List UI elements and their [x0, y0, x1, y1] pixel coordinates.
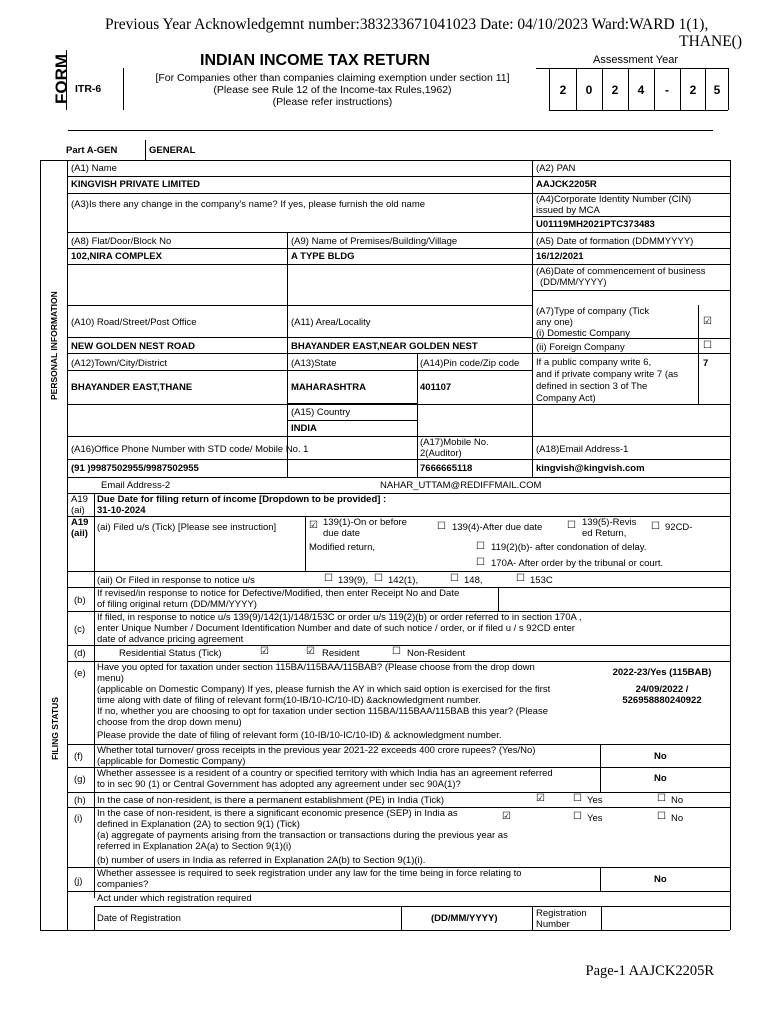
a9-label: (A9) Name of Premises/Building/Village [291, 236, 458, 247]
filing-status-side-label: FILING STATUS [50, 697, 60, 760]
residential-status-label: Residential Status (Tick) [119, 648, 222, 659]
town-value: BHAYANDER EAST,THANE [71, 382, 193, 393]
row-e-text: If no, whether you are choosing to opt for taxation under section 115BA/115BAA/115BAB this year? (Please [97, 706, 548, 717]
row-f-text: (applicable for Domestic Company) [97, 756, 246, 767]
form-vertical-label: FORM [52, 53, 71, 104]
notice-label: (aii) Or Filed in response to notice u/s [97, 575, 255, 586]
row-e-text: Have you opted for taxation under section 115BA/115BAA/115BAB? (Please choose from the drop down [97, 662, 535, 673]
title-subtitle-1: [For Companies other than companies claiming exemption under section 11] [155, 72, 510, 84]
a5-label: (A5) Date of formation (DDMMYYYY) [536, 236, 694, 247]
row-i-text: (b) number of users in India as referred in Explanation 2A(b) to Section 9(1)(i). [97, 855, 426, 866]
row-j-code: (j) [74, 876, 83, 887]
ay-digit: 0 [585, 83, 593, 97]
phone-value: (91 )9987502955/9987502955 [71, 463, 199, 474]
road-value: NEW GOLDEN NEST ROAD [71, 341, 196, 352]
a18-label: (A18)Email Address-1 [536, 444, 629, 455]
company-name-value: KINGVISH PRIVATE LIMITED [71, 179, 200, 190]
cin-value: U01119MH2021PTC373483 [536, 219, 655, 230]
modified-return-text: Modified return, [309, 542, 376, 553]
agreement-answer-value: No [654, 773, 667, 784]
notice-153c-option: 153C [530, 575, 553, 586]
a7-label-1: (A7)Type of company (Tick [536, 306, 650, 317]
public-company-text: defined in section 3 of The [536, 381, 648, 392]
part-code: Part A-GEN [66, 145, 118, 156]
row-h-text: In the case of non-resident, is there a permanent establishment (PE) in India (Tick) [97, 795, 445, 806]
row-c-text: If filed, in response to notice u/s 139(9)/142(1)/148/153C or order u/s 119(2)(b) or order referred to in section 170A , [97, 612, 582, 623]
registration-number-label: Number [536, 919, 570, 930]
sep-yes-option: Yes [587, 813, 603, 824]
registration-answer-value: No [654, 874, 667, 885]
filed-170a-option: 170A- After order by the tribunal or court. [491, 558, 664, 569]
country-value: INDIA [291, 423, 317, 434]
row-b-code: (b) [74, 595, 86, 606]
email-1-value: kingvish@kingvish.com [536, 463, 645, 474]
filed-139-5-checkbox[interactable]: ☐ [567, 520, 576, 531]
personal-information-side-label: PERSONAL INFORMATION [49, 291, 59, 400]
row-g-code: (g) [74, 774, 86, 785]
row-i-code: (i) [74, 813, 83, 824]
a4-label-1: (A4)Corporate Identity Number (CIN) [536, 194, 692, 205]
row-g-text: to in sec 90 (1) or Central Government has adopted any agreement under sec 90A(1)? [97, 779, 461, 790]
a2-label: (A2) PAN [536, 163, 576, 174]
pe-no-checkbox[interactable]: ☐ [657, 793, 666, 804]
title-subtitle-2: (Please see Rule 12 of the Income-tax Rules,1962) [213, 84, 452, 96]
pe-no-option: No [671, 795, 684, 806]
ay-digit: 5 [713, 83, 721, 97]
form-filing-date-value: 24/09/2022 / [635, 684, 689, 695]
ay-digit: 2 [611, 83, 619, 97]
filed-139-1-option-cont: due date [323, 528, 360, 539]
row-e-text: menu) [97, 673, 124, 684]
pe-yes-option: Yes [587, 795, 603, 806]
a4-label-2: issued by MCA [536, 205, 600, 216]
filed-139-1-option: 139(1)-On or before [323, 517, 407, 528]
filed-139-4-option: 139(4)-After due date [452, 522, 543, 533]
row-e-code: (e) [74, 668, 86, 679]
a6-label-2: (DD/MM/YYYY) [540, 277, 607, 288]
ay-digit: 4 [637, 83, 645, 97]
a11-label: (A11) Area/Locality [291, 317, 371, 328]
email-2-label: Email Address-2 [101, 480, 171, 491]
a17-label-2: 2(Auditor) [420, 448, 462, 459]
a10-label: (A10) Road/Street/Post Office [71, 317, 197, 328]
act-label: Act under which registration required [97, 893, 252, 904]
notice-142-1-option: 142(1), [388, 575, 419, 586]
row-i-text: defined in Explanation (2A) to section 9(1) (Tick) [97, 819, 300, 830]
filed-119-option: 119(2)(b)- after condonation of delay. [491, 542, 647, 553]
a12-label: (A12)Town/City/District [71, 358, 168, 369]
row-b-text: If revised/in response to notice for Defective/Modified, then enter Receipt No and Date [97, 588, 460, 599]
a19-ai-code: A19 [71, 494, 88, 505]
row-i-text: referred in Explanation 2A(a) to Section 9(1)(i) [97, 841, 292, 852]
public-company-text: Company Act) [536, 393, 596, 404]
filed-139-1-checkbox-checked[interactable]: ☑ [309, 520, 318, 531]
filed-119-checkbox[interactable]: ☐ [476, 541, 485, 552]
foreign-company-option: (ii) Foreign Company [536, 342, 625, 353]
notice-153c-checkbox[interactable]: ☐ [516, 573, 525, 584]
company-type-value: 7 [703, 358, 709, 369]
formation-date-value: 16/12/2021 [536, 251, 584, 262]
domestic-company-option: (i) Domestic Company [536, 328, 630, 339]
row-h-code: (h) [74, 795, 86, 806]
row-j-text: companies? [97, 879, 149, 890]
row-f-text: Whether total turnover/ gross receipts in the previous year 2021-22 exceeds 400 crore rupees? (Yes/No) [97, 745, 536, 756]
a7-label-2: any one) [536, 317, 573, 328]
email-2-value: NAHAR_UTTAM@REDIFFMAIL.COM [380, 480, 542, 491]
a13-label: (A13)State [291, 358, 337, 369]
row-d-code: (d) [74, 648, 86, 659]
flat-value: 102,NIRA COMPLEX [71, 251, 162, 262]
ay-digit: 2 [559, 83, 567, 97]
foreign-company-checkbox[interactable]: ☐ [703, 340, 712, 351]
date-format-label: (DD/MM/YYYY) [431, 913, 498, 924]
row-c-code: (c) [74, 624, 86, 635]
filed-139-4-checkbox[interactable]: ☐ [437, 521, 446, 532]
acknowledgement-line-1: Previous Year Acknowledgemnt number:383233671041023 Date: 04/10/2023 Ward:WARD 1(1), [105, 16, 709, 33]
row-e-text: choose from the drop down menu) [97, 717, 242, 728]
filed-139-5-option-cont: ed Return, [582, 528, 627, 539]
a6-label-1: (A6)Date of commencement of business [536, 266, 706, 277]
state-value: MAHARASHTRA [291, 382, 366, 393]
acknowledgment-number-value: 526958880240922 [622, 695, 702, 706]
notice-142-1-checkbox[interactable]: ☐ [374, 573, 383, 584]
row-c-text: date of advance pricing agreement [97, 634, 244, 645]
non-resident-option: Non-Resident [407, 648, 466, 659]
notice-139-9-checkbox[interactable]: ☐ [324, 573, 333, 584]
a8-label: (A8) Flat/Door/Block No [71, 236, 172, 247]
sep-no-option: No [671, 813, 684, 824]
resident-option: Resident [322, 648, 360, 659]
notice-139-9-option: 139(9), [338, 575, 369, 586]
filed-170a-checkbox[interactable]: ☐ [476, 557, 485, 568]
pan-value: AAJCK2205R [536, 179, 597, 190]
public-company-text: and if private company write 7 (as [536, 369, 679, 380]
row-e-text: (applicable on Domestic Company) If yes, please furnish the AY in which said option is exercised for the first [97, 684, 551, 695]
a17-label-1: (A17)Mobile No. [420, 437, 489, 448]
domestic-company-checkbox-checked[interactable]: ☑ [703, 316, 712, 327]
row-c-text: enter Unique Number / Document Identification Number and date of such notice / order, or if filed u / s 92CD enter [97, 623, 575, 634]
assessment-year-label: Assessment Year [593, 54, 678, 66]
public-company-text: If a public company write 6, [536, 357, 652, 368]
row-j-text: Whether assessee is required to seek registration under any law for the time being in force relating to [97, 868, 522, 879]
sep-no-checkbox[interactable]: ☐ [657, 811, 666, 822]
sep-checkbox-checked[interactable]: ☑ [502, 811, 511, 822]
row-i-text: (a) aggregate of payments arising from the transaction or transactions during the previous year as [97, 830, 508, 841]
pe-yes-checkbox[interactable]: ☐ [573, 793, 582, 804]
row-g-text: Whether assessee is a resident of a country or specified territory with which India has an agreement referred [97, 768, 553, 779]
notice-148-checkbox[interactable]: ☐ [450, 573, 459, 584]
ay-dash: - [665, 83, 669, 97]
a19-ai-code: (ai) [71, 505, 85, 516]
filed-92cd-option: 92CD- [665, 522, 693, 533]
page-footer: Page-1 AAJCK2205R [585, 963, 714, 979]
mobile-value: 7666665118 [420, 463, 473, 474]
sep-yes-checkbox[interactable]: ☐ [573, 811, 582, 822]
filed-under-label: (ai) Filed u/s (Tick) [Please see instruction] [97, 522, 277, 533]
non-resident-checkbox[interactable]: ☐ [392, 646, 401, 657]
row-b-text: of filing original return (DD/MM/YYYY) [97, 599, 257, 610]
resident-checkbox-checked[interactable]: ☑ [306, 646, 315, 657]
due-date-label: Due Date for filing return of income [Dropdown to be provided] : [97, 494, 387, 505]
part-name: GENERAL [149, 145, 196, 156]
premises-value: A TYPE BLDG [291, 251, 355, 262]
a14-label: (A14)Pin code/Zip code [420, 358, 520, 369]
title-subtitle-3: (Please refer instructions) [272, 96, 393, 108]
pincode-value: 401107 [420, 382, 452, 393]
registration-number-label: Registration [536, 908, 587, 919]
filed-92cd-checkbox[interactable]: ☐ [651, 521, 660, 532]
a16-label: (A16)Office Phone Number with STD code/ Mobile No. 1 [71, 444, 309, 455]
a19-aii-code: A19 [71, 517, 89, 528]
a1-label: (A1) Name [71, 163, 117, 174]
acknowledgement-line-2: THANE() [679, 33, 742, 50]
row-i-text: In the case of non-resident, is there a significant economic presence (SEP) in India as [97, 808, 458, 819]
turnover-answer-value: No [654, 751, 667, 762]
a3-label: (A3)Is there any change in the company's name? If yes, please furnish the old name [71, 199, 426, 210]
taxation-option-value: 2022-23/Yes (115BAB) [612, 667, 712, 678]
ay-digit: 2 [689, 83, 697, 97]
filed-139-5-option: 139(5)-Revis [582, 517, 637, 528]
row-e-text: Please provide the date of filing of relevant form (10-IB/10-IC/10-ID) & acknowledgment number. [97, 730, 502, 741]
row-f-code: (f) [74, 751, 83, 762]
residential-status-checkbox-checked[interactable]: ☑ [260, 646, 269, 657]
notice-148-option: 148, [464, 575, 483, 586]
pe-checkbox-checked[interactable]: ☑ [536, 793, 545, 804]
due-date-value: 31-10-2024 [97, 505, 146, 516]
form-code: ITR-6 [75, 83, 102, 95]
date-of-registration-label: Date of Registration [97, 913, 181, 924]
area-value: BHAYANDER EAST,NEAR GOLDEN NEST [291, 341, 478, 352]
a19-aii-code: (aii) [71, 528, 88, 539]
return-title: INDIAN INCOME TAX RETURN [200, 52, 430, 69]
a15-label: (A15) Country [291, 407, 351, 418]
row-e-text: time along with date of filing of relevant form(10-IB/10-IC/10-ID) &acknowledgment number. [97, 695, 481, 706]
